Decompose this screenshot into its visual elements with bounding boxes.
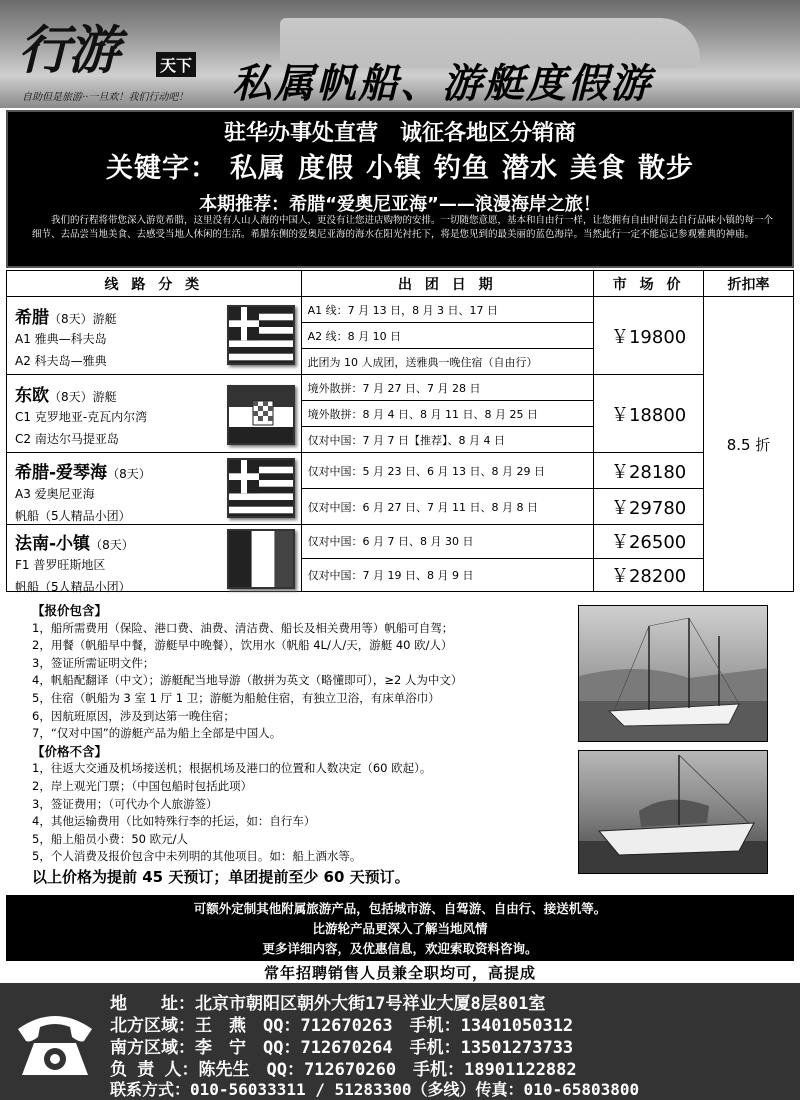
slogan: 自助但是旅游··一旦欢！我们行动吧！ <box>22 92 189 103</box>
route-cell <box>7 375 302 453</box>
route-days: （8天） <box>90 538 134 552</box>
list-item: 6，因航班原因，涉及到达第一晚住宿； <box>32 708 235 723</box>
keyword: 钓鱼 <box>434 153 490 184</box>
route-line: A2 科夫岛—雅典 <box>15 353 107 368</box>
distributor-line: 驻华办事处直营 诚征各地区分销商 <box>223 121 576 146</box>
greece-flag-icon <box>227 458 295 518</box>
excludes-title: 【价格不含】 <box>32 743 108 759</box>
table-row <box>7 453 794 489</box>
list-item: 5，个人消费及报价包含中未列明的其他项目。如：船上酒水等。 <box>32 849 362 864</box>
discount-cell: 8.5 折 <box>704 297 794 592</box>
table-header-row <box>7 271 794 297</box>
keyword: 潜水 <box>502 153 558 184</box>
list-item: 3，签证费用；（可代办个人旅游签） <box>32 796 218 811</box>
custom-banner <box>6 895 794 961</box>
logo: 行游 <box>18 20 119 81</box>
banner-line: 更多详细内容，及优惠信息，欢迎索取资料咨询。 <box>262 941 538 956</box>
list-item: 7，“仅对中国”的游艇产品为船上全部是中国人。 <box>32 726 282 741</box>
route-table <box>6 270 794 592</box>
recruit-note: 常年招聘销售人员兼全职均可，高提成 <box>263 964 536 982</box>
list-item: 4，其他运输费用（比如特殊行李的托运，如：自行车） <box>32 814 316 829</box>
list-item: 2，岸上观光门票；（中国包船时包括此项） <box>32 778 253 793</box>
route-line: 帆船（5人精品小团） <box>15 580 131 594</box>
date-cell: 仅对中国：6 月 27 日、7 月 11 日、8 月 8 日 <box>301 489 594 525</box>
route-line: C2 南达尔马提亚岛 <box>15 431 119 446</box>
recommend-line: 本期推荐：希腊“爱奥尼亚海”——浪漫海岸之旅！ <box>199 194 601 215</box>
route-cell <box>7 297 302 375</box>
croatia-flag-icon <box>227 385 295 445</box>
date-cell: 仅对中国：5 月 23 日、6 月 13 日、8 月 29 日 <box>301 453 594 489</box>
keyword: 小镇 <box>366 153 422 184</box>
route-days: （8天） <box>49 311 93 326</box>
route-line: C1 克罗地亚-克瓦内尔湾 <box>15 409 148 424</box>
route-line: 帆船（5人精品小团） <box>15 508 131 523</box>
table-row <box>7 297 794 323</box>
route-line: A3 爱奥尼亚海 <box>15 486 95 501</box>
france-flag-icon <box>227 529 295 589</box>
column-header: 出 团 日 期 <box>301 271 594 297</box>
yacht-photo <box>578 750 768 874</box>
route-days: （8天） <box>49 389 93 404</box>
price-cell: ￥28180 <box>594 453 704 489</box>
route-days: （8天） <box>107 466 151 481</box>
keyword: 度假 <box>298 153 354 184</box>
includes-title: 【报价包含】 <box>32 603 108 618</box>
contact-address: 地 址：北京市朝阳区朝外大街17号祥业大厦8层801室 <box>110 994 546 1014</box>
greece-flag-icon <box>227 305 295 365</box>
page-title: 私属帆船、游艇度假游 <box>232 60 652 107</box>
keyword: 散步 <box>638 153 694 184</box>
list-item: 3，签证所需证明文件； <box>32 655 155 670</box>
route-cell <box>7 525 302 592</box>
booking-note: 以上价格为提前 45 天预订；单团提前至少 60 天预订。 <box>32 867 410 886</box>
list-item: 2，用餐（帆船早中餐，游艇早中晚餐），饮用水（帆船 4L/人/天，游艇 40 欧/人） <box>32 638 453 653</box>
route-title: 法南-小镇 <box>15 534 91 554</box>
list-item: 5，船上船员小费：50 欧元/人 <box>32 831 188 846</box>
route-line: A1 雅典—科夫岛 <box>15 331 107 346</box>
column-header: 市 场 价 <box>594 271 704 297</box>
route-title: 东欧 <box>15 385 49 406</box>
intro-paragraph: 我们的行程将带您深入游览希腊，这里没有人山人海的中国人，更没有让您进店购物的安排。一切随您意愿，基本和自由行一样，让您拥有自由时间去自行品味小镇的每一个细节、去品尝当地美食、去感受当地人休闲的生活。希腊东侧的爱奥尼亚海的海水在阳光衬托下，将是您见到的最美丽的蓝色海岸。当然此行一定不能忘记参观雅典的神庙。 <box>32 215 774 240</box>
contact-phones: 联系方式：010-56033311 / 51283300（多线）传真：010-65803800 <box>110 1080 640 1099</box>
route-title: 希腊-爱琴海 <box>15 462 108 483</box>
banner-line: 可额外定制其他附属旅游产品，包括城市游、自驾游、自由行、接送机等。 <box>193 901 607 916</box>
contact-south: 南方区域：李 宁 QQ：712670264 手机：13501273733 <box>110 1038 574 1058</box>
table-row <box>7 375 794 401</box>
date-cell: 境外散拼：8 月 4 日、8 月 11 日、8 月 25 日 <box>301 401 594 427</box>
logo-tag: 天下 <box>156 52 196 77</box>
route-cell <box>7 453 302 525</box>
keyword: 私属 <box>230 153 286 184</box>
price-info <box>32 602 572 888</box>
date-cell: A2 线：8 月 10 日 <box>301 323 594 349</box>
route-line: F1 普罗旺斯地区 <box>15 558 106 572</box>
contact-north: 北方区域：王 燕 QQ：712670263 手机：13401050312 <box>110 1016 574 1036</box>
telephone-icon <box>10 1001 100 1081</box>
price-cell: ￥28200 <box>594 558 704 592</box>
price-cell: ￥26500 <box>594 525 704 559</box>
date-cell: 仅对中国：7 月 19 日、8 月 9 日 <box>301 558 594 592</box>
price-cell: ￥29780 <box>594 489 704 525</box>
header-banner <box>0 0 800 108</box>
date-cell: 境外散拼：7 月 27 日、7 月 28 日 <box>301 375 594 401</box>
route-type: 游艇 <box>92 311 117 326</box>
date-cell: 仅对中国：7 月 7 日【推荐】、8 月 4 日 <box>301 427 594 453</box>
banner-line: 比游轮产品更深入了解当地风情 <box>312 921 488 936</box>
date-cell: A1 线：7 月 13 日，8 月 3 日、17 日 <box>301 297 594 323</box>
date-cell: 此团为 10 人成团，送雅典一晚住宿（自由行） <box>301 349 594 375</box>
list-item: 4，帆船配翻译（中文）；游艇配当地导游（散拼为英文（略懂即可），≥2 人为中文） <box>32 673 463 688</box>
keywords-line <box>8 146 792 185</box>
list-item: 5，住宿（帆船为 3 室 1 厅 1 卫；游艇为船舱住宿，有独立卫浴，有床单浴巾） <box>32 690 440 705</box>
promo-block <box>6 110 794 268</box>
table-row <box>7 525 794 559</box>
price-cell: ￥19800 <box>594 297 704 375</box>
column-header: 折扣率 <box>704 271 794 297</box>
price-cell: ￥18800 <box>594 375 704 453</box>
list-item: 1，船所需费用（保险、港口费、油费、清洁费、船长及相关费用等）帆船可自驾； <box>32 620 454 635</box>
keywords-label: 关键字： <box>106 153 218 184</box>
sailboat-photo <box>578 605 768 742</box>
route-type: 游艇 <box>92 389 117 404</box>
contact-manager: 负 责 人：陈先生 QQ：712670260 手机：18901122882 <box>110 1060 577 1080</box>
date-cell: 仅对中国：6 月 7 日、8 月 30 日 <box>301 525 594 559</box>
column-header: 线 路 分 类 <box>7 271 302 297</box>
list-item: 1，往返大交通及机场接送机；根据机场及港口的位置和人数决定（60 欧起）。 <box>32 761 432 776</box>
keyword: 美食 <box>570 153 626 184</box>
route-title: 希腊 <box>15 307 49 328</box>
contact-footer <box>0 983 800 1100</box>
